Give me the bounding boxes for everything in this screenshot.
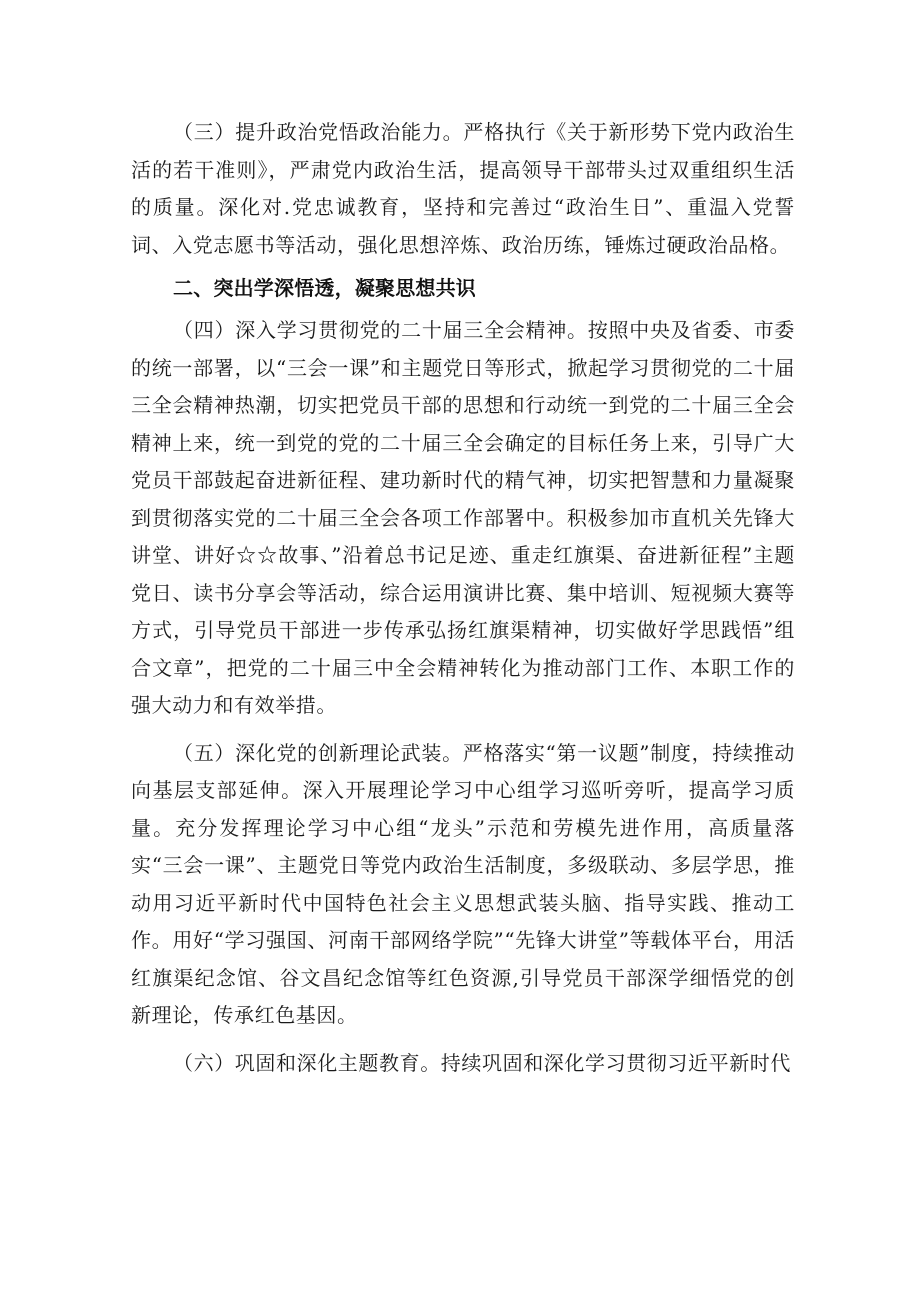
document-body <box>131 114 795 1082</box>
paragraph-political-ability: （三）提升政治党悟政治能力。严格执行《关于新形势下党内政治生活的若干准则》，严肃党内政治生活，提高领导干部带头过双重组织生活的质量。深化对.党忠诚教育，坚持和完善过“政治生日”、重温入党誓词、入党志愿书等活动，强化思想淬炼、政治历练，锤炼过硬政治品格。 <box>131 120 795 257</box>
paragraph-theme-education: （六）巩固和深化主题教育。持续巩固和深化学习贯彻习近平新时代 <box>173 1050 791 1075</box>
paragraph-plenary-session-study: （四）深入学习贯彻党的二十届三全会精神。按照中央及省委、市委的统一部署，以“三会一课”和主题党日等形式，掀起学习贯彻党的二十届三全会精神热潮，切实把党员干部的思想和行动统一到党的二十届三全会精神上来，统一到党的党的二十届三全会确定的目标任务上来，引导广大党员干部鼓起奋进新征程、建功新时代的精气神，切实把智慧和力量凝聚到贯彻落实党的二十届三全会各项工作部署中。积极参加市直机关先锋大讲堂、讲好☆☆故事、”沿着总书记足迹、重走红旗渠、奋进新征程”主题党日、读书分享会等活动，综合运用演讲比赛、集中培训、短视频大赛等方式，引导党员干部进一步传承弘扬红旗渠精神，切实做好学思践悟”组合文章”，把党的二十届三中全会精神转化为推动部门工作、本职工作的强大动力和有效举措。 <box>131 318 795 717</box>
section-heading: 二、突出学深悟透，凝聚思想共识 <box>173 276 476 300</box>
paragraph-theory-study: （五）深化党的创新理论武装。严格落实“第一议题”制度，持续推动向基层支部延伸。深入开展理论学习中心组学习巡听旁听，提高学习质量。充分发挥理论学习中心组“龙头”示范和劳模先进作用，高质量落实“三会一课”、主题党日等党内政治生活制度，多级联动、多层学思，推动用习近平新时代中国特色社会主义思想武装头脑、指导实践、推动工作。用好“学习强国、河南干部网络学院”“先锋大讲堂”等载体平台，用活红旗渠纪念馆、谷文昌纪念馆等红色资源,引导党员干部深学细悟党的创新理论，传承红色基因。 <box>131 740 795 1027</box>
